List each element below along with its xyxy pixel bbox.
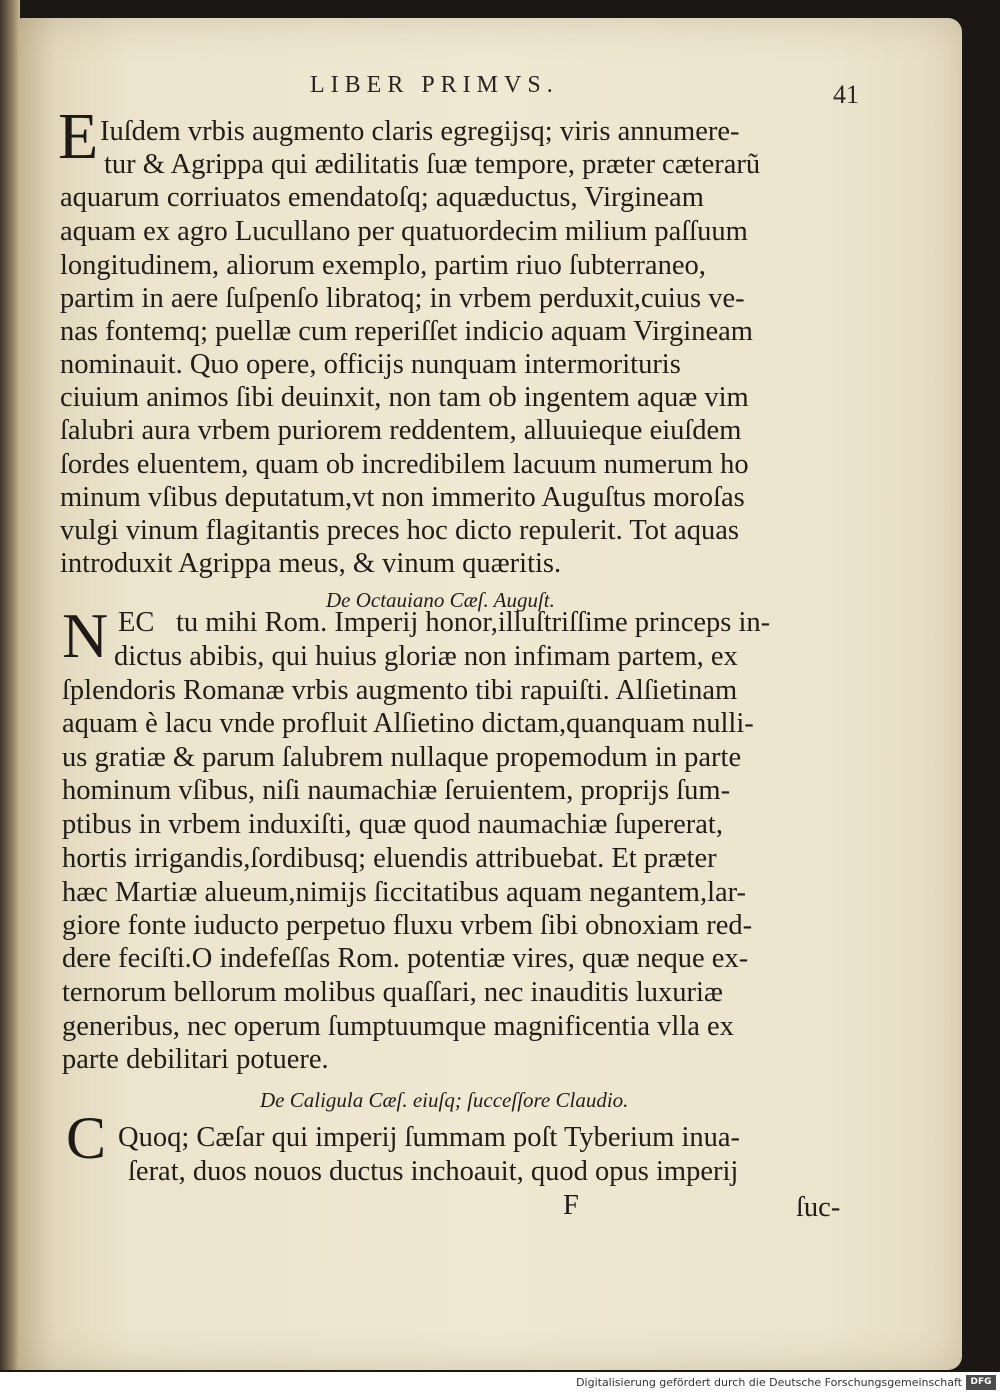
book-binding-edge bbox=[0, 0, 20, 1370]
drop-initial-c: C bbox=[66, 1105, 107, 1171]
text-line: introduxit Agrippa meus, & vinum quæritis. bbox=[60, 548, 562, 579]
dfg-logo: DFG bbox=[966, 1375, 996, 1390]
text-line: vulgi vinum flagitantis preces hoc dicto repulerit. Tot aquas bbox=[60, 515, 739, 546]
text-line: giore fonte iuducto perpetuo fluxu vrbem ſibi obnoxiam red- bbox=[62, 910, 753, 941]
drop-initial-n: N bbox=[62, 600, 109, 671]
text-line: partim in aere ſuſpenſo libratoq; in vrbem perduxit,cuius ve- bbox=[60, 283, 745, 314]
signature-mark: F bbox=[563, 1190, 579, 1221]
text-line: dere feciſti.O indefeſſas Rom. potentiæ vires, quæ neque ex- bbox=[62, 943, 749, 974]
text-line: dictus abibis, qui huius gloriæ non infimam partem, ex bbox=[114, 641, 738, 672]
text-line: ſerat, duos nouos ductus inchoauit, quod opus imperij bbox=[128, 1156, 739, 1187]
text-line: hortis irrigandis,ſordibusq; eluendis attribuebat. Et præter bbox=[62, 843, 717, 874]
text-line: nas fontemq; puellæ cum reperiſſet indicio aquam Virgineam bbox=[60, 316, 753, 347]
drop-initial-e: E bbox=[58, 100, 99, 173]
initial-word: EC bbox=[118, 607, 155, 638]
text-line: hæc Martiæ alueum,nimijs ſiccitatibus aquam negantem,lar- bbox=[62, 877, 747, 908]
text-line: tu mihi Rom. Imperij honor,illuſtriſſime princeps in- bbox=[176, 607, 771, 638]
text-line: Quoq; Cæſar qui imperij ſummam poſt Tyberium inua- bbox=[118, 1122, 741, 1153]
text-line: minum vſibus deputatum,vt non immerito Auguſtus moroſas bbox=[60, 482, 745, 513]
section-heading: De Caligula Cæſ. eiuſq; ſucceſſore Claudio. bbox=[260, 1088, 629, 1112]
text-line: hominum vſibus, niſi naumachiæ ſeruientem, proprijs ſum- bbox=[62, 775, 731, 806]
text-line: aquam ex agro Lucullano per quatuordecim milium paſſuum bbox=[60, 216, 748, 247]
funding-credit: Digitalisierung gefördert durch die Deutsche Forschungsgemeinschaft bbox=[576, 1376, 962, 1389]
text-line: parte debilitari potuere. bbox=[62, 1044, 329, 1075]
text-line: ternorum bellorum molibus quaſſari, nec inauditis luxuriæ bbox=[62, 977, 723, 1008]
text-line: aquarum corriuatos emendatoſq; aquæductus, Virgineam bbox=[60, 182, 704, 213]
text-line: generibus, nec operum ſumptuumque magnificentia vlla ex bbox=[62, 1011, 734, 1042]
text-line: ſplendoris Romanæ vrbis augmento tibi rapuiſti. Alſietinam bbox=[62, 675, 738, 706]
catchword: ſuc- bbox=[796, 1192, 841, 1223]
text-line: tur & Agrippa qui ædilitatis ſuæ tempore, præter cæterarũ bbox=[104, 149, 761, 180]
running-head: LIBER PRIMVS. bbox=[310, 72, 559, 98]
text-line: ciuium animos ſibi deuinxit, non tam ob ingentem aquæ vim bbox=[60, 382, 749, 413]
page-number: 41 bbox=[833, 80, 859, 109]
text-line: ptibus in vrbem induxiſti, quæ quod naumachiæ ſupererat, bbox=[62, 809, 723, 840]
text-line: aquam è lacu vnde profluit Alſietino dictam,quanquam nulli- bbox=[62, 708, 754, 739]
text-line: longitudinem, aliorum exemplo, partim riuo ſubterraneo, bbox=[60, 250, 706, 281]
text-line: us gratiæ & parum ſalubrem nullaque propemodum in parte bbox=[62, 742, 742, 773]
text-line: ſordes eluentem, quam ob incredibilem lacuum numerum ho bbox=[60, 449, 749, 480]
text-line: Iuſdem vrbis augmento claris egregijsq; viris annumere- bbox=[100, 116, 740, 147]
text-line: ſalubri aura vrbem puriorem reddentem, alluuieque eiuſdem bbox=[60, 415, 742, 446]
text-line: nominauit. Quo opere, officijs nunquam intermorituris bbox=[60, 349, 681, 380]
section-heading: De Octauiano Cæſ. Auguſt. bbox=[326, 588, 555, 612]
